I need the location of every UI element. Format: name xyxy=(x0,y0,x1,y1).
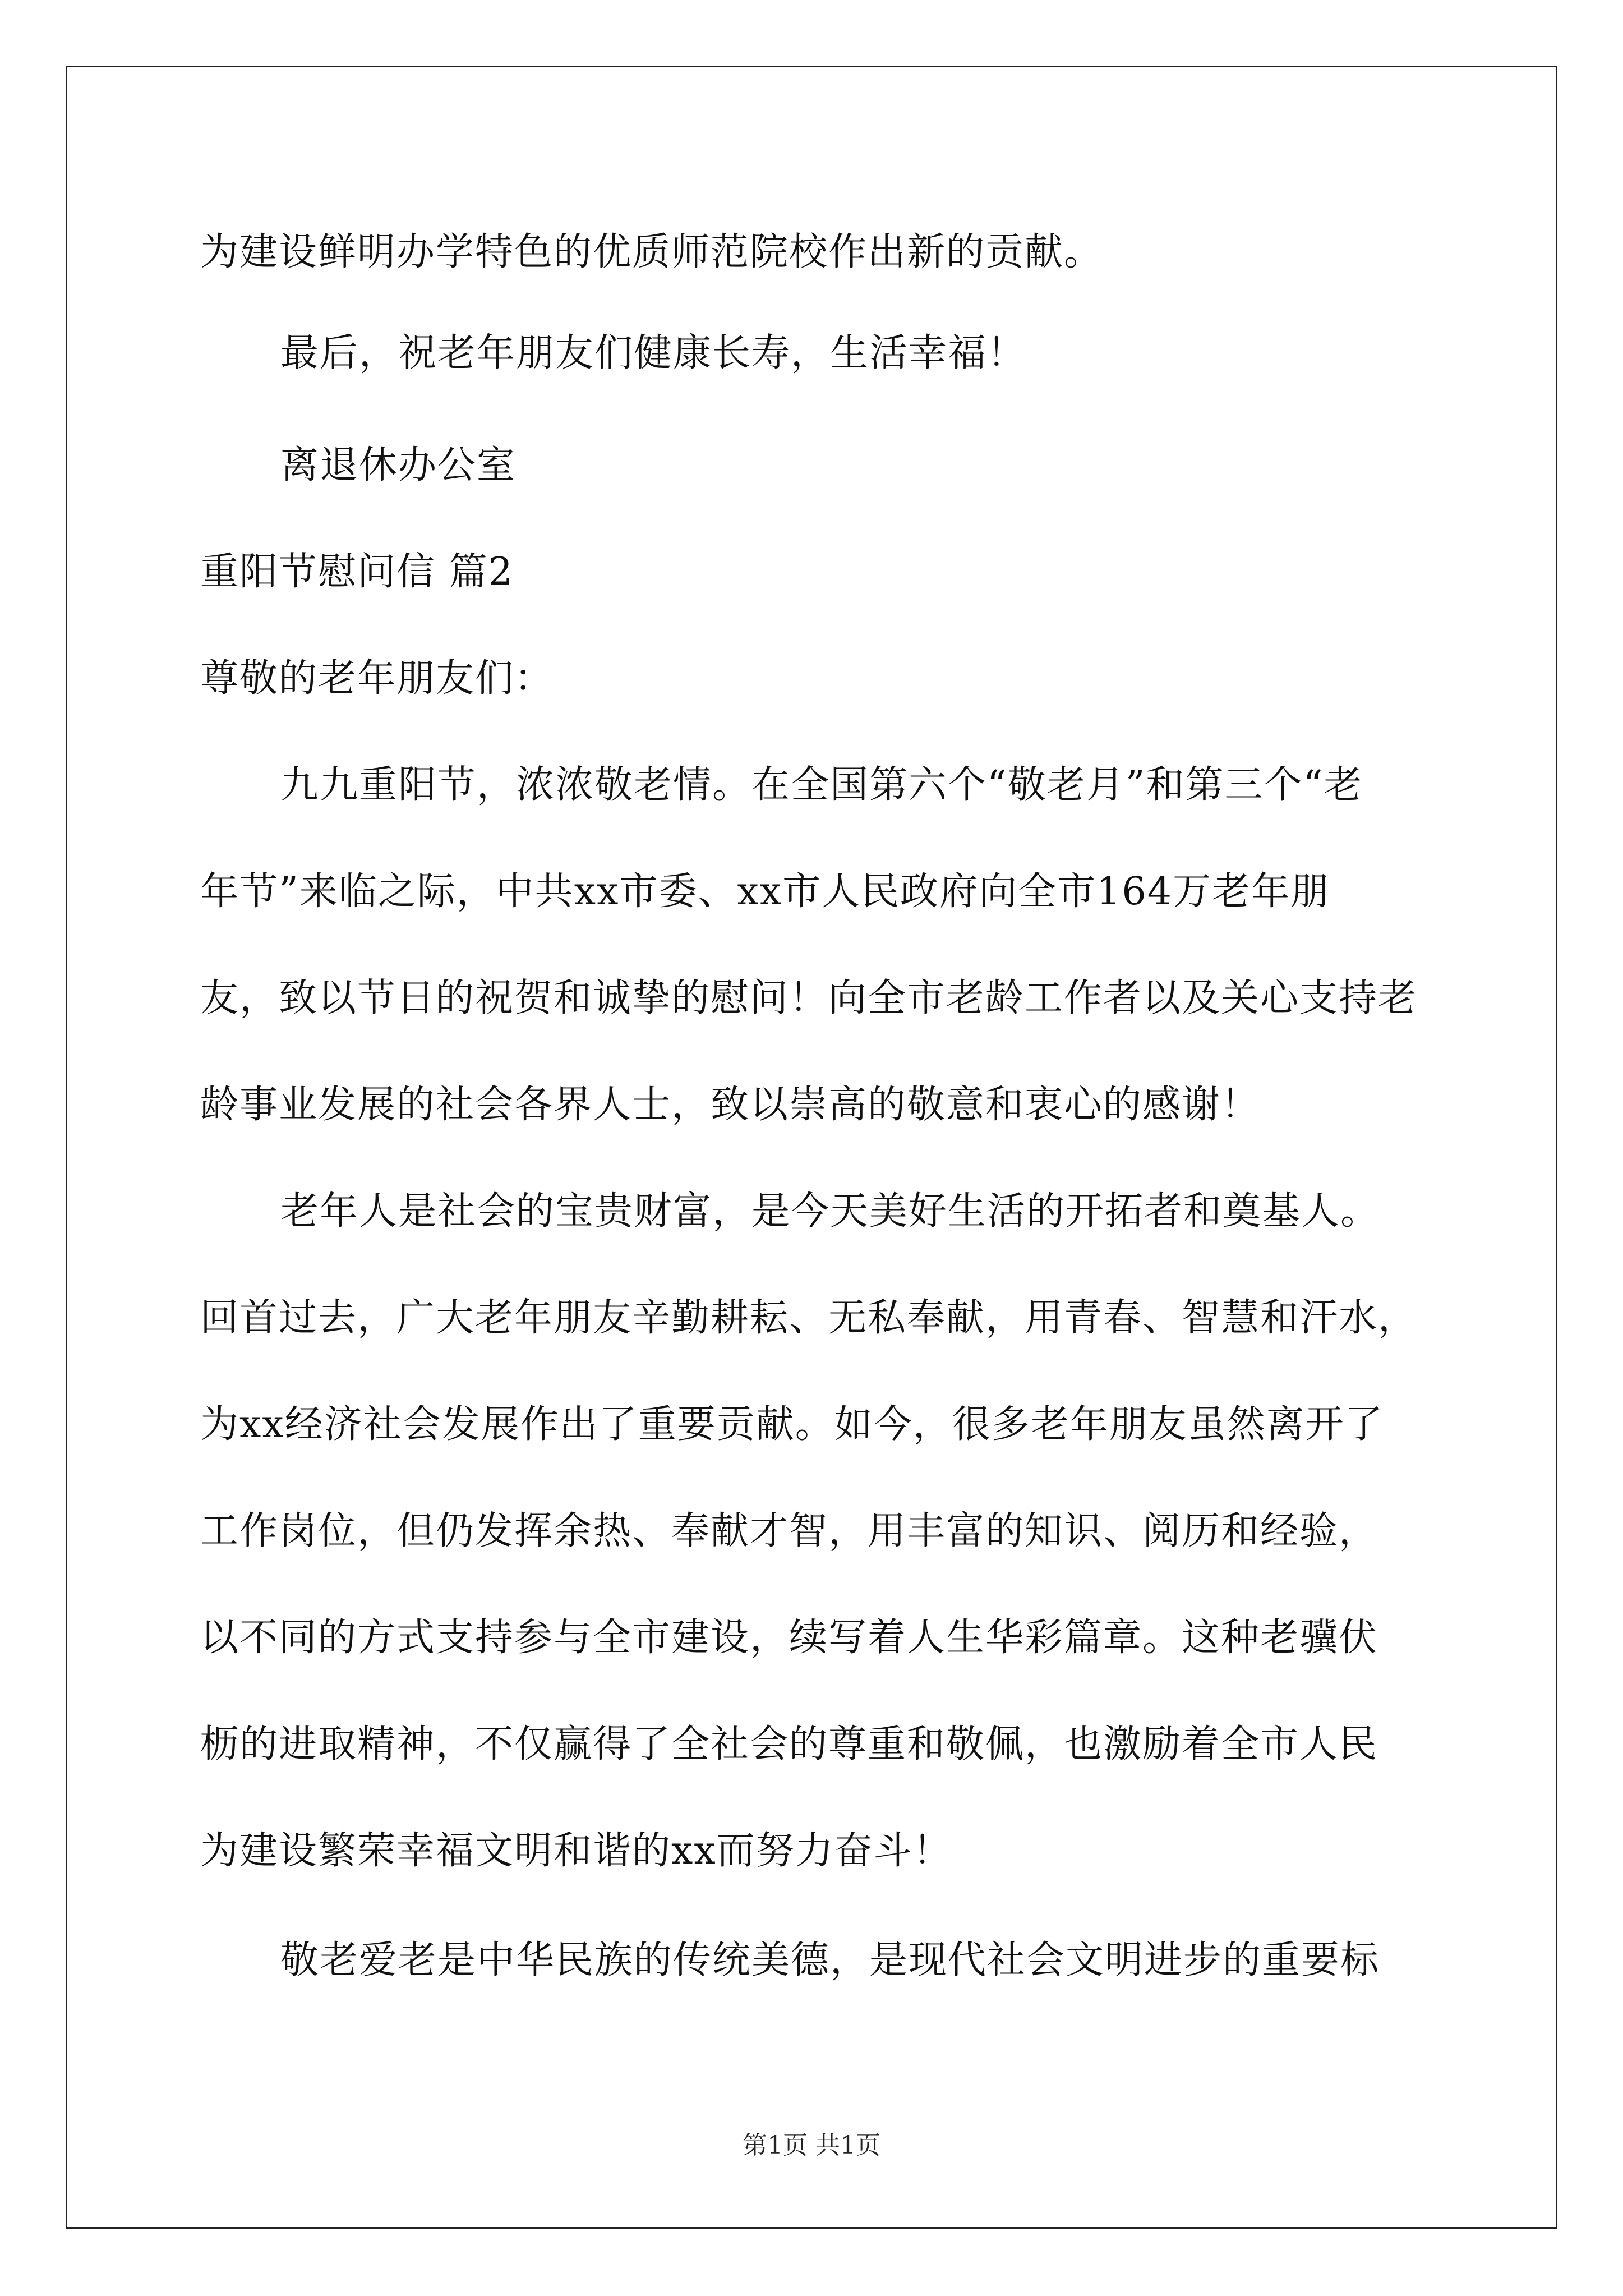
body-line: 以不同的方式支持参与全市建设，续写着人生华彩篇章。这种老骥伏 xyxy=(200,1616,1378,1660)
page-footer: 第1页 共1页 xyxy=(743,2131,880,2160)
salutation: 尊敬的老年朋友们： xyxy=(200,656,554,701)
page-border xyxy=(66,66,1557,2229)
body-line: 九九重阳节，浓浓敬老情。在全国第六个“敬老月”和第三个“老 xyxy=(280,763,1363,807)
body-line: 为建设鲜明办学特色的优质师范院校作出新的贡献。 xyxy=(200,230,1104,274)
body-line: 老年人是社会的宝贵财富，是今天美好生活的开拓者和奠基人。 xyxy=(280,1189,1380,1234)
body-line: 为xx经济社会发展作出了重要贡献。如今，很多老年朋友虽然离开了 xyxy=(200,1402,1384,1447)
body-line: 枥的进取精神，不仅赢得了全社会的尊重和敬佩，也激励着全市人民 xyxy=(200,1722,1378,1766)
body-line: 友，致以节日的祝贺和诚挚的慰问！向全市老龄工作者以及关心支持老 xyxy=(200,976,1418,1020)
body-line: 年节”来临之际，中共xx市委、xx市人民政府向全市164万老年朋 xyxy=(200,869,1330,914)
body-line: 龄事业发展的社会各界人士，致以崇高的敬意和衷心的感谢！ xyxy=(200,1083,1261,1127)
body-line: 敬老爱老是中华民族的传统美德，是现代社会文明进步的重要标 xyxy=(280,1938,1380,1982)
signature-line: 离退休办公室 xyxy=(280,443,517,487)
body-line: 工作岗位，但仍发挥余热、奉献才智，用丰富的知识、阅历和经验， xyxy=(200,1509,1378,1553)
body-line: 为建设繁荣幸福文明和谐的xx而努力奋斗！ xyxy=(200,1829,952,1873)
section-heading: 重阳节慰问信 篇2 xyxy=(200,550,514,594)
closing-line: 最后，祝老年朋友们健康长寿，生活幸福！ xyxy=(280,331,1027,375)
body-line: 回首过去，广大老年朋友辛勤耕耘、无私奉献，用青春、智慧和汗水， xyxy=(200,1296,1418,1340)
